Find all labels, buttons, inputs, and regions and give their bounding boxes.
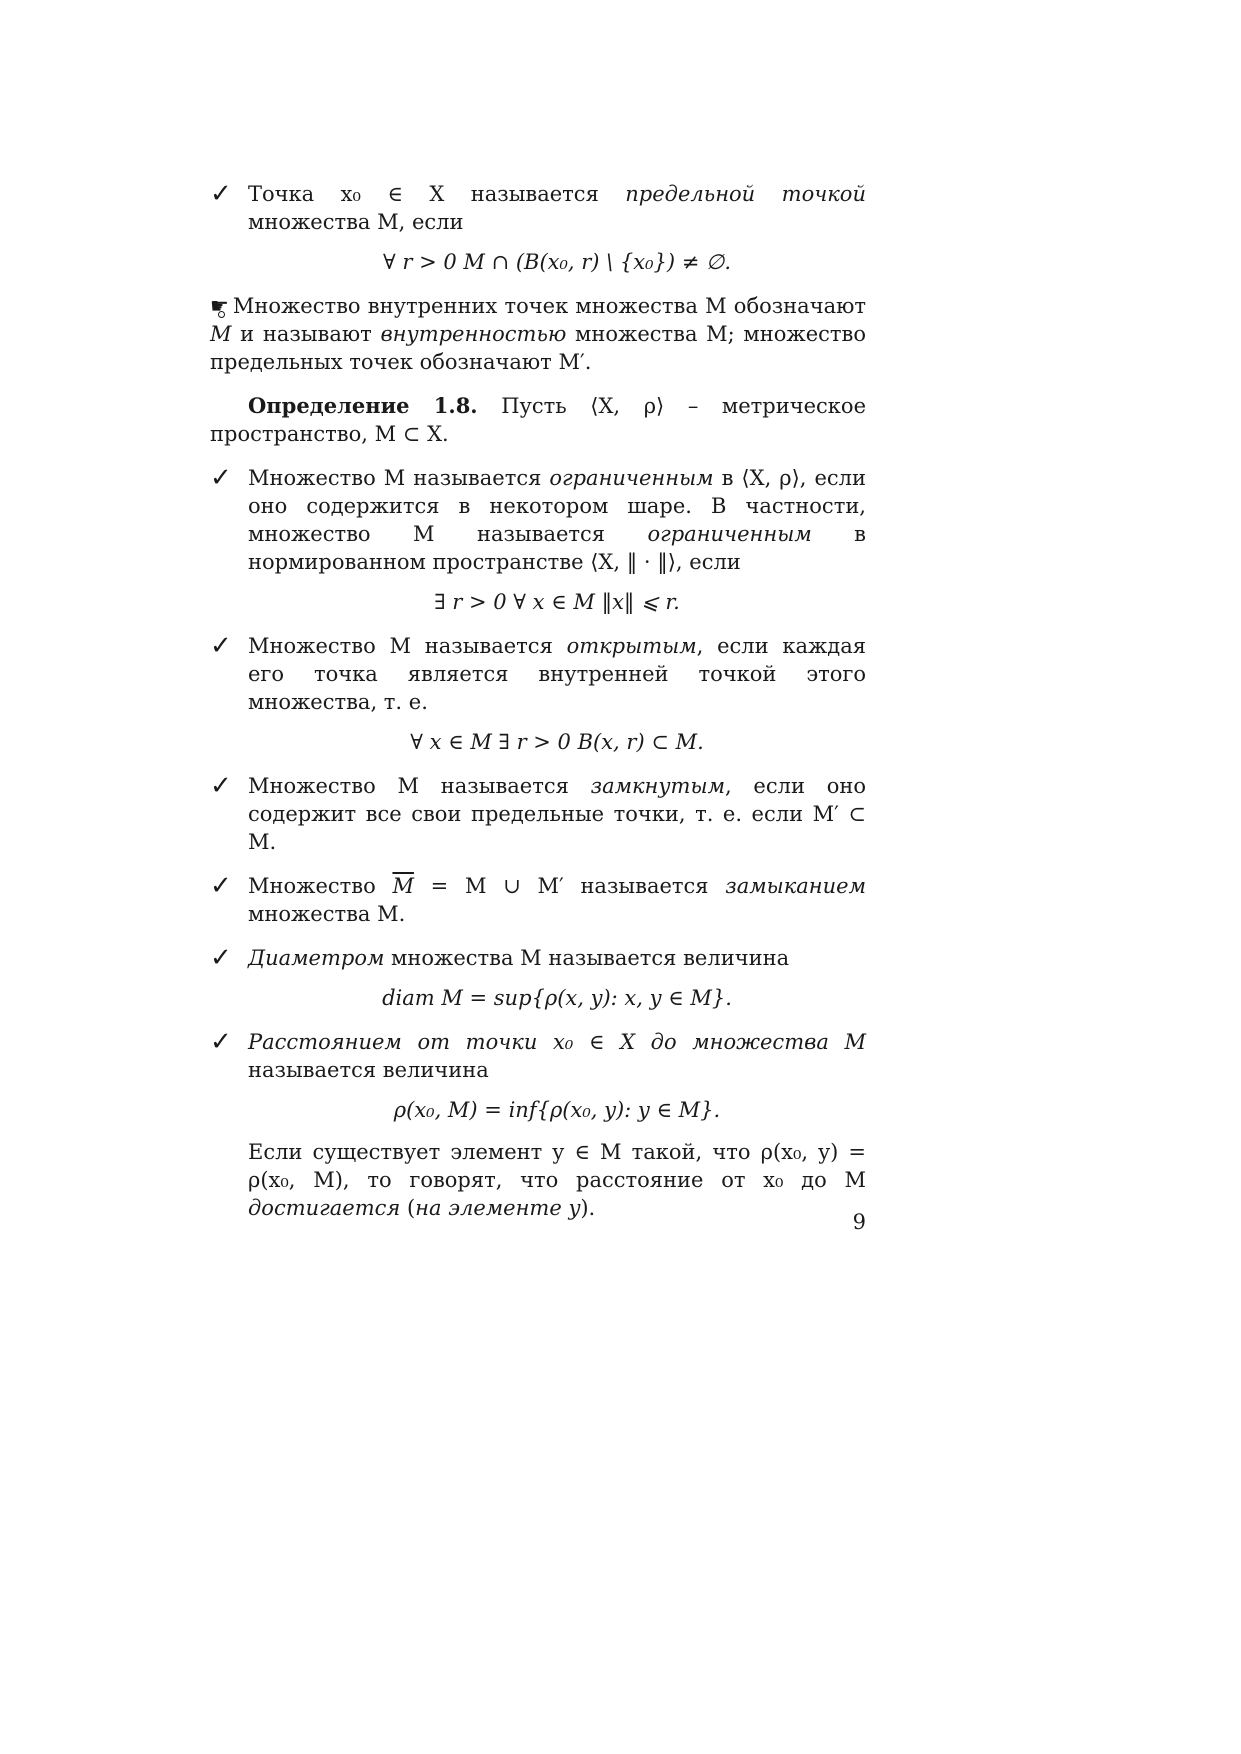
check-icon: ✓ (210, 771, 232, 801)
term: достигается (248, 1196, 401, 1220)
check-icon: ✓ (210, 463, 232, 493)
closure-symbol: $\overline{M}$ (392, 874, 414, 898)
term: замкнутым (590, 774, 725, 798)
term: предельной точкой (625, 182, 866, 206)
page-content (210, 180, 866, 1238)
definition (210, 392, 866, 448)
page-number: 9 (852, 1210, 866, 1234)
text: множества M. (248, 902, 406, 926)
text: ( (400, 1196, 416, 1220)
text: ). (580, 1196, 596, 1220)
check-icon: ✓ (210, 631, 232, 661)
text: Множество M называется (248, 466, 550, 490)
closure-item (210, 872, 866, 928)
formula: ∀ r > 0 M ∩ (B(x₀, r) \ {x₀}) ≠ ∅. (383, 250, 731, 274)
limit-point-item (210, 180, 866, 276)
interior-note (210, 292, 866, 376)
text: множества M, если (248, 210, 464, 234)
interior-symbol: M (210, 322, 232, 346)
diameter-item (210, 944, 866, 1012)
text: множества M называется величина (384, 946, 790, 970)
term: открытым (566, 634, 697, 658)
check-icon: ✓ (210, 943, 232, 973)
text: в нормированном пространстве ⟨X, ‖ · ‖⟩, если (248, 522, 866, 574)
text: Если существует элемент y ∈ M такой, что ρ(x₀, y) = ρ(x₀, M), то говорят, что расстояние от x₀ до M (248, 1140, 866, 1192)
text: Пусть ⟨X, ρ⟩ – метрическое пространство, M ⊂ X. (210, 394, 866, 446)
formula: diam M = sup{ρ(x, y): x, y ∈ M}. (382, 986, 732, 1010)
pointing-hand-icon: ☛ (210, 294, 229, 318)
text: Множество M называется (248, 774, 591, 798)
formula: ∀ x ∈ M ∃ r > 0 B(x, r) ⊂ M. (410, 730, 704, 754)
text: в ⟨X, ρ⟩, если оно содержится в некотором шаре. В частности, множество M называется (248, 466, 866, 546)
closed-item (210, 772, 866, 856)
text: Множество внутренних точек множества M обозначают (232, 294, 866, 318)
definition-heading: Определение 1.8. (248, 393, 478, 418)
text: Множество (248, 874, 393, 898)
term: Расстоянием от точки x₀ ∈ X до множества M (248, 1030, 866, 1054)
text: множества M; множество предельных точек обозначают M′. (210, 322, 866, 374)
term: на элементе y (415, 1196, 581, 1220)
text: = M ∪ M′ называется (413, 874, 726, 898)
term: ограниченным (647, 522, 812, 546)
text: Точка x₀ ∈ X называется (248, 182, 626, 206)
term: внутренностью (380, 322, 567, 346)
formula: ∃ r > 0 ∀ x ∈ M ‖x‖ ⩽ r. (434, 590, 680, 614)
text: и называют (231, 322, 381, 346)
formula: ρ(x₀, M) = inf{ρ(x₀, y): y ∈ M}. (393, 1098, 721, 1122)
text: , если каждая его точка является внутренней точкой этого множества, т. е. (248, 634, 866, 714)
check-icon: ✓ (210, 179, 232, 209)
check-icon: ✓ (210, 871, 232, 901)
term: ограниченным (549, 466, 714, 490)
term: замыканием (725, 874, 866, 898)
term: Диаметром (248, 946, 385, 970)
text: , если оно содержит все свои предельные точки, т. е. если M′ ⊂ M. (248, 774, 866, 854)
check-icon: ✓ (210, 1027, 232, 1057)
open-item (210, 632, 866, 756)
distance-item (210, 1028, 866, 1222)
text: называется величина (248, 1058, 489, 1082)
text: Множество M называется (248, 634, 567, 658)
bounded-item (210, 464, 866, 616)
